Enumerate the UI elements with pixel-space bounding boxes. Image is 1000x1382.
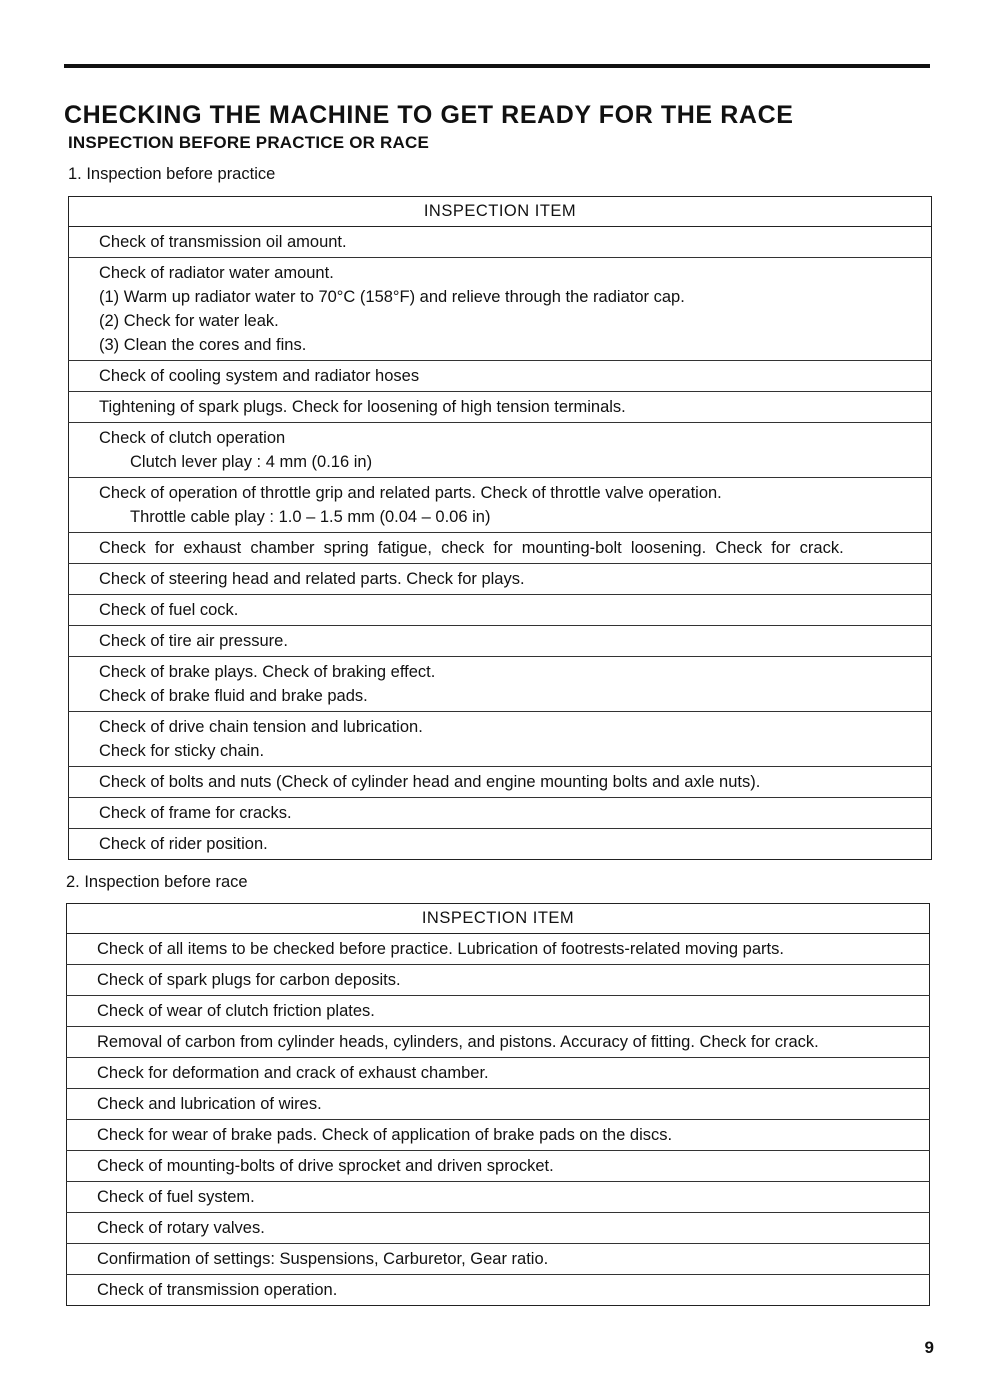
table-header-row xyxy=(67,904,930,934)
table-row xyxy=(67,1151,930,1182)
table-cell: Check of fuel system. xyxy=(67,1182,930,1213)
row-spec: Throttle cable play : 1.0 – 1.5 mm (0.04 – 0.06 in) xyxy=(130,508,491,526)
row-text: Check of bolts and nuts (Check of cylinder head and engine mounting bolts and axle nuts). xyxy=(99,773,761,791)
row-text: Check of transmission oil amount. xyxy=(99,233,347,251)
table-cell xyxy=(69,595,932,626)
table-row xyxy=(69,227,932,258)
table-cell: Check of wear of clutch friction plates. xyxy=(67,996,930,1027)
page-subtitle: INSPECTION BEFORE PRACTICE OR RACE xyxy=(68,133,429,152)
table-row xyxy=(69,533,932,564)
row-subitem: (1) Warm up radiator water to 70°C (158°F) and relieve through the radiator cap. xyxy=(99,288,685,306)
table-row xyxy=(69,657,932,712)
table-row xyxy=(67,996,930,1027)
table-row xyxy=(69,798,932,829)
row-text: Check of fuel cock. xyxy=(99,601,239,619)
table-row xyxy=(67,934,930,965)
table-row xyxy=(69,595,932,626)
table-cell: Check of mounting-bolts of drive sprocket and driven sprocket. xyxy=(67,1151,930,1182)
row-text: Check of steering head and related parts. Check for plays. xyxy=(99,570,525,588)
table-row xyxy=(67,1244,930,1275)
table-cell: Confirmation of settings: Suspensions, Carburetor, Gear ratio. xyxy=(67,1244,930,1275)
table-row xyxy=(69,392,932,423)
table-row xyxy=(67,1089,930,1120)
table-row xyxy=(67,1182,930,1213)
table-row xyxy=(67,1213,930,1244)
row-text: Check for sticky chain. xyxy=(99,742,265,760)
table-row xyxy=(67,1058,930,1089)
table-cell xyxy=(69,392,932,423)
table-row xyxy=(69,564,932,595)
table-row xyxy=(67,1027,930,1058)
table-row xyxy=(69,361,932,392)
table-row xyxy=(67,1120,930,1151)
row-text: Check of operation of throttle grip and related parts. Check of throttle valve operation. xyxy=(99,484,722,502)
section-label-practice: 1. Inspection before practice xyxy=(68,165,276,183)
table-cell: Check of spark plugs for carbon deposits. xyxy=(67,965,930,996)
table-cell xyxy=(69,361,932,392)
page-title: CHECKING THE MACHINE TO GET READY FOR THE RACE xyxy=(64,101,794,129)
row-text: Check of radiator water amount. xyxy=(99,264,334,282)
table-cell xyxy=(69,533,932,564)
table-row xyxy=(69,258,932,361)
table-row xyxy=(69,478,932,533)
table-cell xyxy=(69,712,932,767)
table-cell xyxy=(69,423,932,478)
table-row xyxy=(67,1275,930,1306)
table-cell: Check for wear of brake pads. Check of application of brake pads on the discs. xyxy=(67,1120,930,1151)
table-header: INSPECTION ITEM xyxy=(67,904,930,934)
table-row xyxy=(69,712,932,767)
row-text: Check of drive chain tension and lubrication. xyxy=(99,718,423,736)
table-row xyxy=(67,965,930,996)
table-cell: Check of all items to be checked before practice. Lubrication of footrests-related moving parts. xyxy=(67,934,930,965)
row-text: Check of brake plays. Check of braking effect. xyxy=(99,663,436,681)
table-cell: Check and lubrication of wires. xyxy=(67,1089,930,1120)
table-cell: Check for deformation and crack of exhaust chamber. xyxy=(67,1058,930,1089)
table-cell xyxy=(69,626,932,657)
table-cell: Check of rotary valves. xyxy=(67,1213,930,1244)
row-text: Check of tire air pressure. xyxy=(99,632,288,650)
table-cell xyxy=(69,564,932,595)
row-text: Check for exhaust chamber spring fatigue, check for mounting-bolt loosening. Check for crack. xyxy=(99,539,844,557)
table-cell xyxy=(69,478,932,533)
table-row xyxy=(69,767,932,798)
row-text: Check of clutch operation xyxy=(99,429,286,447)
table-cell xyxy=(69,227,932,258)
row-subitem: (2) Check for water leak. xyxy=(99,312,279,330)
table-row xyxy=(69,829,932,860)
table-row xyxy=(69,423,932,478)
table-cell xyxy=(69,767,932,798)
race-inspection-table xyxy=(66,903,930,1306)
row-subitem: (3) Clean the cores and fins. xyxy=(99,336,307,354)
row-text: Check of brake fluid and brake pads. xyxy=(99,687,368,705)
table-header-row xyxy=(69,197,932,227)
table-cell xyxy=(69,798,932,829)
table-cell xyxy=(69,829,932,860)
section-label-race: 2. Inspection before race xyxy=(66,873,248,891)
table-cell xyxy=(69,657,932,712)
row-text: Check of frame for cracks. xyxy=(99,804,292,822)
table-header: INSPECTION ITEM xyxy=(69,197,932,227)
table-row xyxy=(69,626,932,657)
practice-inspection-table xyxy=(68,196,932,860)
table-cell xyxy=(69,258,932,361)
table-cell: Removal of carbon from cylinder heads, cylinders, and pistons. Accuracy of fitting. Check for crack. xyxy=(67,1027,930,1058)
row-spec: Clutch lever play : 4 mm (0.16 in) xyxy=(130,453,373,471)
row-text: Check of rider position. xyxy=(99,835,268,853)
top-rule xyxy=(64,64,930,68)
page-number: 9 xyxy=(924,1338,934,1357)
table-cell: Check of transmission operation. xyxy=(97,1281,338,1299)
row-text: Tightening of spark plugs. Check for loosening of high tension terminals. xyxy=(99,398,626,416)
row-text: Check of cooling system and radiator hoses xyxy=(99,367,420,385)
